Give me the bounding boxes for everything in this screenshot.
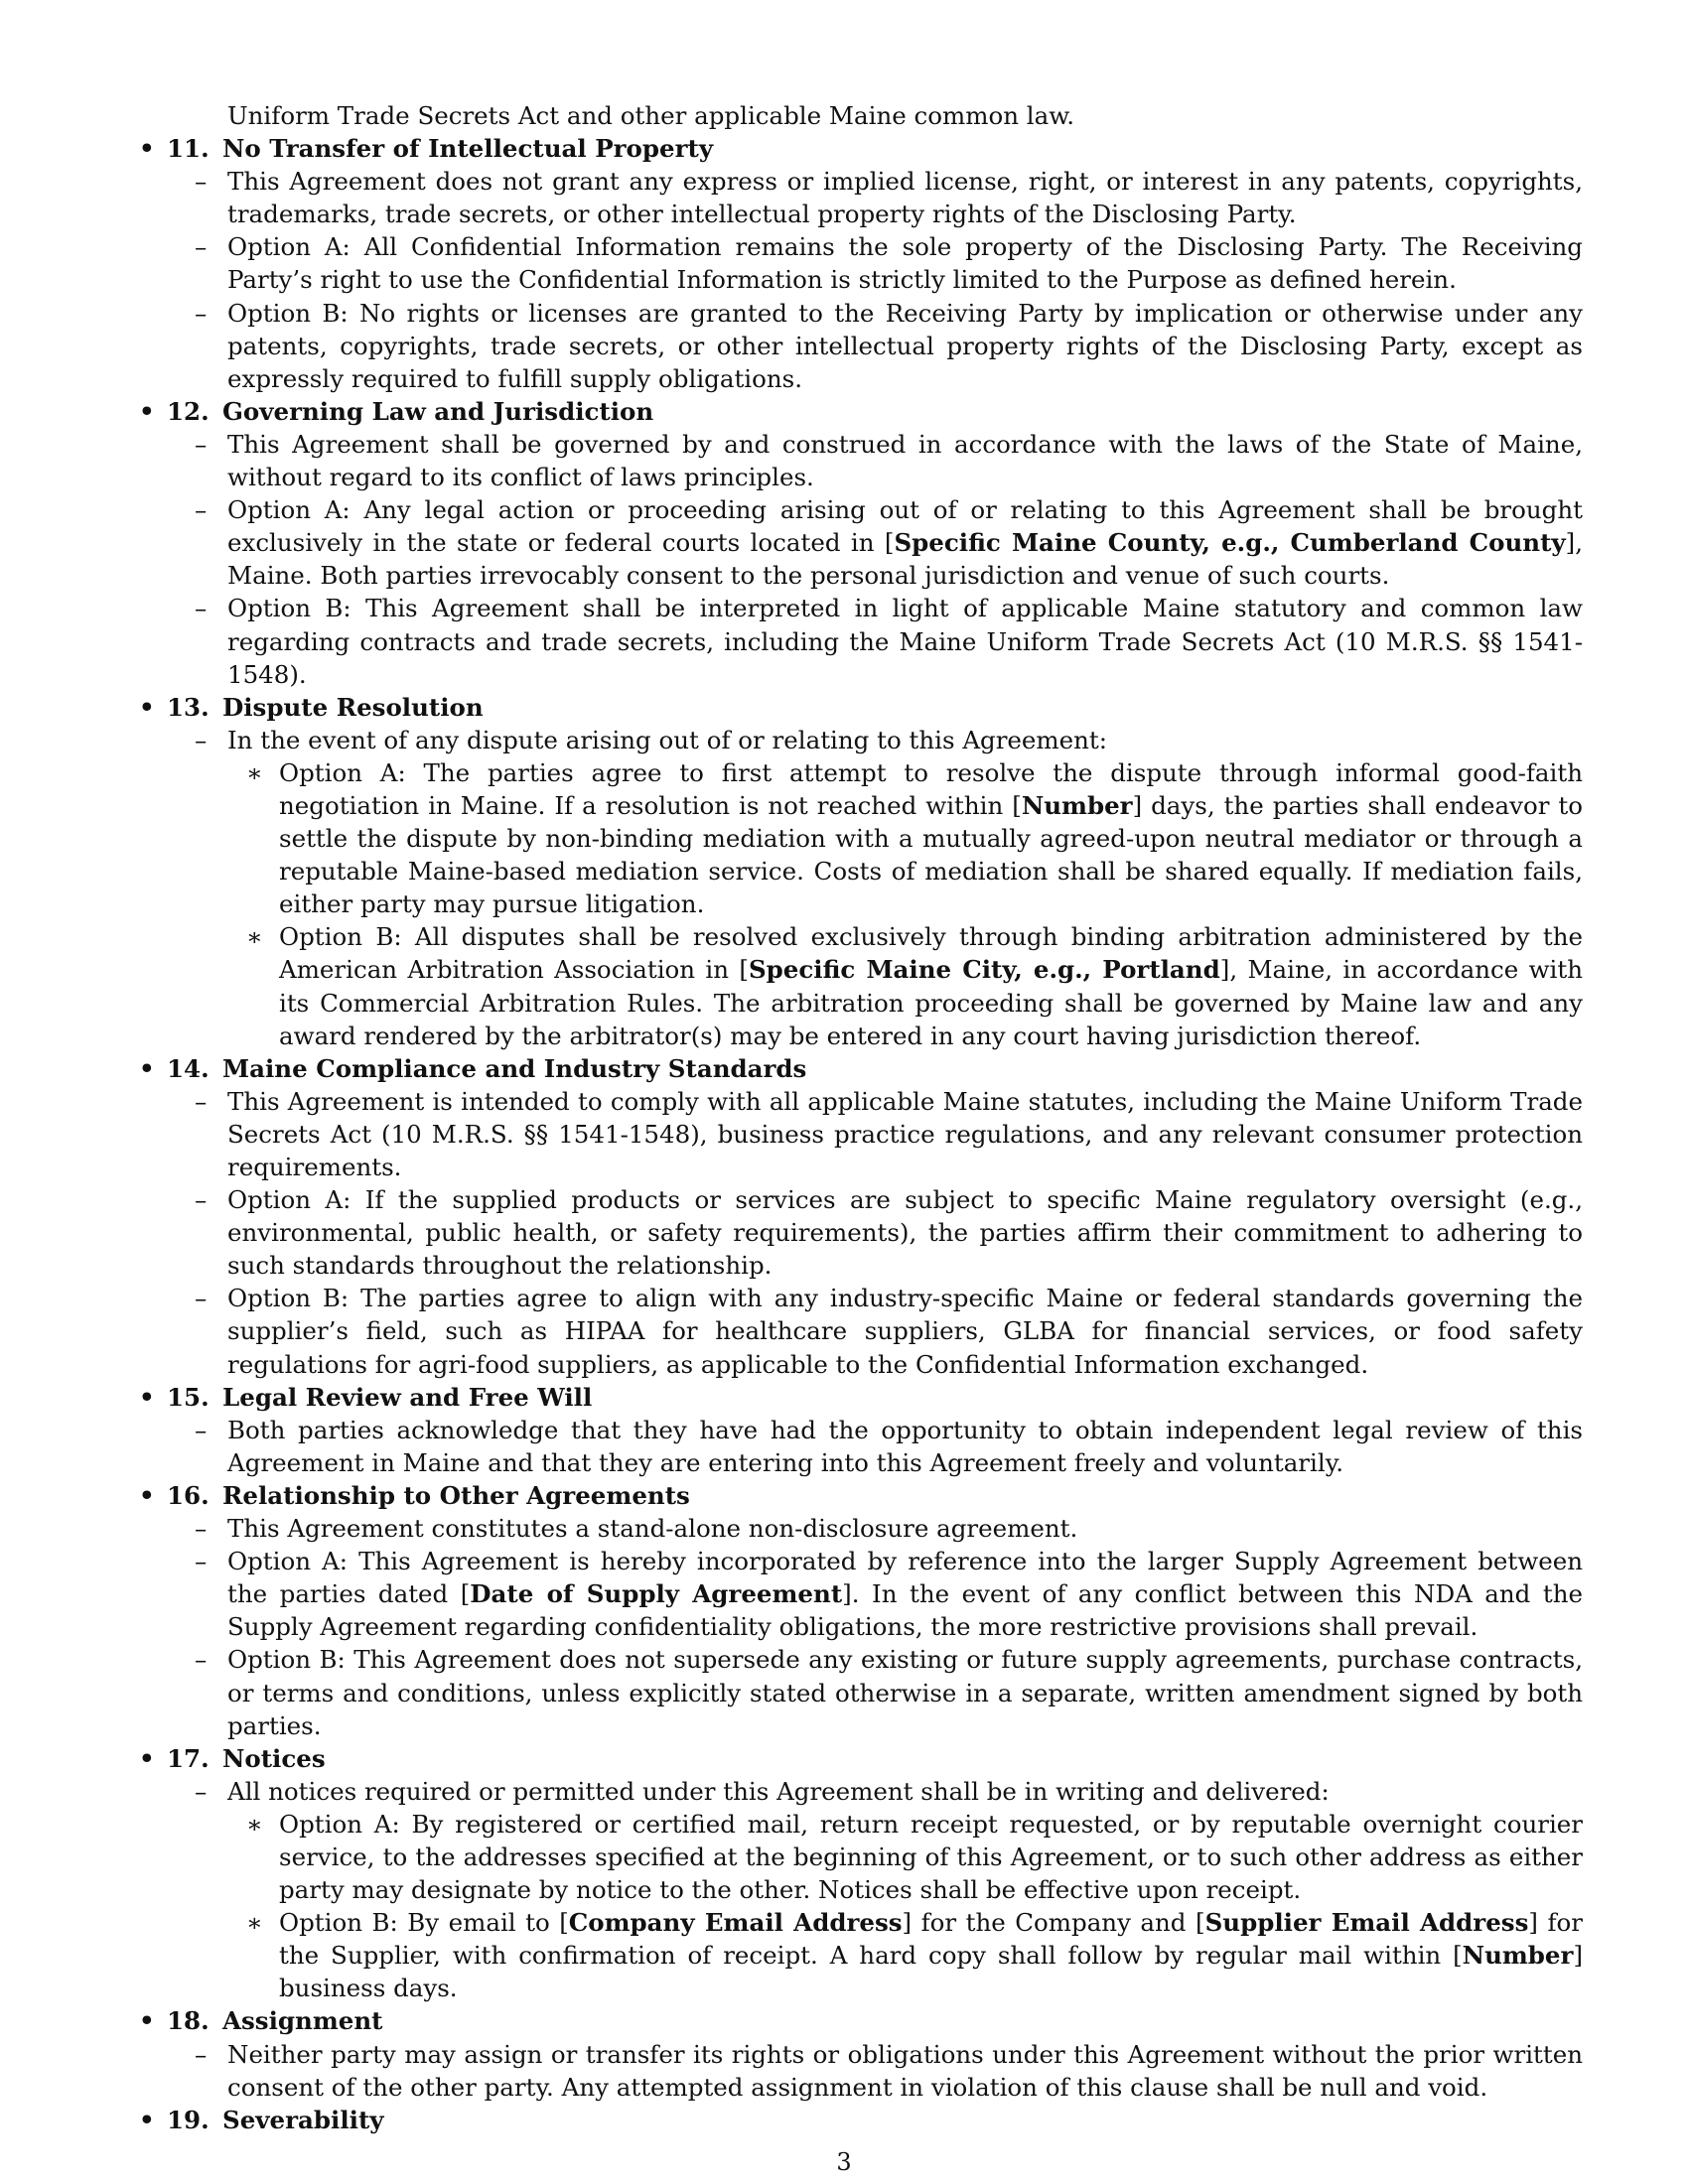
dash-marker: – (195, 1284, 208, 1313)
item-text: Option B: The parties agree to align with any industry-specific Maine or federal standards governing the supplier’s field, such as HIPAA for healthcare suppliers, GLBA for financial services, or food safety regulations for agri-food suppliers, as applicable to the Confidential Information exchanged. (227, 1284, 1583, 1379)
item-text: Option B: By email to [ (279, 1908, 569, 1938)
item-text: ] for the Supplier, with confirmation of receipt. A hard copy shall follow by regular mail within [ (279, 1908, 1583, 1971)
section-number: 11. (167, 134, 210, 164)
dash-marker: – (195, 429, 208, 459)
dash-marker: – (195, 167, 208, 197)
item-text: ], Maine. Both parties irrevocably consent to the personal jurisdiction and venue of such courts. (227, 528, 1583, 591)
section-number: 13. (167, 692, 210, 722)
section-number: 12. (167, 396, 210, 426)
sub-list-item (135, 1906, 1583, 2004)
item-text: This Agreement is intended to comply with all applicable Maine statutes, including the Maine Uniform Trade Secrets Act (10 M.R.S. §§ 1541-1548), business practice regulations, and any relevant consumer protection requirements. (227, 1086, 1583, 1181)
dash-marker: – (195, 1415, 208, 1444)
item-text: Neither party may assign or transfer its rights or obligations under this Agreement without the prior written consent of the other party. Any attempted assignment in violation of this clause shall be null and void. (227, 2039, 1583, 2102)
placeholder-number: Number (1462, 1941, 1574, 1971)
placeholder-county: Specific Maine County, e.g., Cumberland County (894, 528, 1566, 558)
bullet-marker: • (139, 2006, 155, 2036)
bullet-marker: • (139, 1743, 155, 1773)
item-text: Option A: All Confidential Information remains the sole property of the Disclosing Party. The Receiving Party’s right to use the Confidential Information is strictly limited to the Purpose as defined herein. (227, 232, 1583, 295)
list-item (135, 1512, 1583, 1545)
list-item (135, 1643, 1583, 1741)
item-text: Option B: No rights or licenses are granted to the Receiving Party by implication or otherwise under any patents, copyrights, trade secrets, or other intellectual property rights of the Disclosing Party, except as expressly required to fulfill supply obligations. (227, 298, 1583, 393)
item-text: ] for the Company and [ (902, 1908, 1205, 1938)
section-title: No Transfer of Intellectual Property (222, 134, 714, 164)
section-number: 16. (167, 1480, 210, 1510)
section-title: Governing Law and Jurisdiction (222, 396, 654, 426)
section-number: 18. (167, 2006, 210, 2036)
section-number: 19. (167, 2105, 210, 2134)
item-text: All notices required or permitted under this Agreement shall be in writing and delivered: (227, 1776, 1330, 1806)
section-13-heading (135, 691, 1583, 724)
section-title: Notices (222, 1743, 326, 1773)
section-14-heading (135, 1052, 1583, 1085)
section-title: Legal Review and Free Will (222, 1382, 593, 1412)
section-title: Relationship to Other Agreements (222, 1480, 690, 1510)
item-text: Option A: By registered or certified mail, return receipt requested, or by reputable overnight courier service, to the addresses specified at the beginning of this Agreement, or to such other address as either party may designate by notice to the other. Notices shall be effective upon receipt. (279, 1809, 1583, 1905)
list-item (135, 297, 1583, 395)
placeholder-number: Number (1021, 790, 1133, 820)
section-18-heading (135, 2004, 1583, 2037)
item-text: Option B: This Agreement shall be interpreted in light of applicable Maine statutory and common law regarding contracts and trade secrets, including the Maine Uniform Trade Secrets Act (10 M.R.S. §§ 1541-1548). (227, 594, 1583, 689)
item-text: This Agreement shall be governed by and construed in accordance with the laws of the State of Maine, without regard to its conflict of laws principles. (227, 429, 1583, 492)
list-item (135, 592, 1583, 690)
section-title: Maine Compliance and Industry Standards (222, 1053, 807, 1083)
item-text: ], Maine, in accordance with its Commercial Arbitration Rules. The arbitration proceeding shall be governed by Maine law and any award rendered by the arbitrator(s) may be entered in any court having jurisdiction thereof. (279, 955, 1583, 1050)
dash-marker: – (195, 2039, 208, 2069)
list-item (135, 493, 1583, 592)
item-text: Option A: If the supplied products or services are subject to specific Maine regulatory oversight (e.g., environmental, public health, or safety requirements), the parties affirm their commitment to adhering to such standards throughout the relationship. (227, 1185, 1583, 1281)
dash-marker: – (195, 495, 208, 525)
section-title: Assignment (222, 2006, 383, 2036)
item-text: Option A: The parties agree to first attempt to resolve the dispute through informal good-faith negotiation in Maine. If a resolution is not reached within [ (279, 757, 1583, 820)
dash-marker: – (195, 298, 208, 328)
item-text: Option B: All disputes shall be resolved exclusively through binding arbitration administered by the American Arbitration Association in [ (279, 922, 1583, 985)
dash-marker: – (195, 594, 208, 623)
section-15-heading (135, 1381, 1583, 1414)
section-number: 15. (167, 1382, 210, 1412)
item-text: Both parties acknowledge that they have had the opportunity to obtain independent legal review of this Agreement in Maine and that they are entering into this Agreement freely and voluntarily. (227, 1415, 1583, 1477)
item-text: Option A: This Agreement is hereby incorporated by reference into the larger Supply Agreement between the parties dated [ (227, 1547, 1583, 1609)
item-text: This Agreement does not grant any express or implied license, right, or interest in any patents, copyrights, trademarks, trade secrets, or other intellectual property rights of the Disclosing Party. (227, 167, 1583, 229)
placeholder-date: Date of Supply Agreement (470, 1579, 843, 1609)
dash-marker: – (195, 1547, 208, 1576)
item-text: Option B: This Agreement does not supersede any existing or future supply agreements, purchase contracts, or terms and conditions, unless explicitly stated otherwise in a separate, written amendment signed by both parties. (227, 1645, 1583, 1740)
placeholder-city: Specific Maine City, e.g., Portland (748, 955, 1220, 985)
list-item (135, 2038, 1583, 2104)
list-item (135, 165, 1583, 230)
bullet-marker: • (139, 396, 155, 426)
section-19-heading (135, 2104, 1583, 2136)
bullet-marker: • (139, 1382, 155, 1412)
dash-marker: – (195, 1086, 208, 1116)
dash-marker: – (195, 1645, 208, 1675)
list-item (135, 1545, 1583, 1643)
list-item (135, 1183, 1583, 1282)
section-number: 17. (167, 1743, 210, 1773)
sub-list-item (135, 756, 1583, 920)
dash-marker: – (195, 232, 208, 262)
bullet-marker: • (139, 1053, 155, 1083)
list-item (135, 1775, 1583, 1808)
asterisk-marker: ∗ (246, 757, 263, 787)
dash-marker: – (195, 1514, 208, 1544)
item-text: ] days, the parties shall endeavor to settle the dispute by non-binding mediation with a mutually agreed-upon neutral mediator or through a reputable Maine-based mediation service. Costs of mediation shall be shared equally. If mediation fails, either party may pursue litigation. (279, 790, 1583, 919)
sub-list-item (135, 920, 1583, 1051)
item-text: ]. In the event of any conflict between this NDA and the Supply Agreement regarding confidentiality obligations, the more restrictive provisions shall prevail. (227, 1579, 1584, 1642)
section-16-heading (135, 1479, 1583, 1512)
asterisk-marker: ∗ (246, 1809, 263, 1839)
list-item (135, 724, 1583, 756)
page-number: 3 (836, 2148, 852, 2176)
bullet-marker: • (139, 692, 155, 722)
list-item (135, 1085, 1583, 1183)
section-number: 14. (167, 1053, 210, 1083)
section-17-heading (135, 1742, 1583, 1775)
placeholder-supplier-email: Supplier Email Address (1204, 1908, 1529, 1938)
list-item (135, 1414, 1583, 1479)
bullet-marker: • (139, 134, 155, 164)
section-title: Dispute Resolution (222, 692, 484, 722)
asterisk-marker: ∗ (246, 922, 263, 952)
item-text: In the event of any dispute arising out of or relating to this Agreement: (227, 725, 1108, 754)
bullet-marker: • (139, 2105, 155, 2134)
placeholder-company-email: Company Email Address (568, 1908, 903, 1938)
section-12-heading (135, 395, 1583, 428)
sub-list-item (135, 1808, 1583, 1906)
list-item (135, 428, 1583, 493)
item-text: This Agreement constitutes a stand-alone non-disclosure agreement. (227, 1514, 1078, 1544)
dash-marker: – (195, 1185, 208, 1215)
section-11-heading (135, 132, 1583, 165)
document-body (135, 99, 1583, 2136)
section-title: Severability (222, 2105, 384, 2134)
list-item (135, 1282, 1583, 1380)
item-text: Option A: Any legal action or proceeding arising out of or relating to this Agreement shall be brought exclusively in the state or federal courts located in [ (227, 495, 1583, 558)
list-item (135, 230, 1583, 296)
asterisk-marker: ∗ (246, 1908, 263, 1938)
dash-marker: – (195, 1776, 208, 1806)
dash-marker: – (195, 725, 208, 754)
continued-paragraph: Uniform Trade Secrets Act and other applicable Maine common law. (227, 101, 1075, 130)
item-text: ] business days. (279, 1941, 1583, 2003)
bullet-marker: • (139, 1480, 155, 1510)
